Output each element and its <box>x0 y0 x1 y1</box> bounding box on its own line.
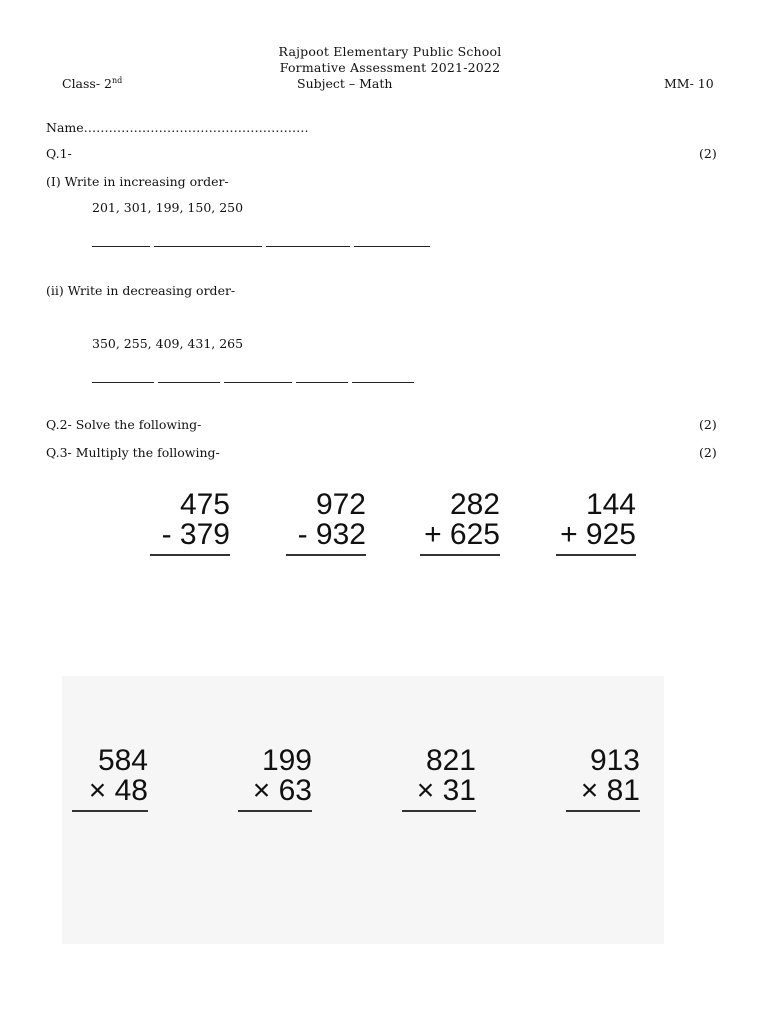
class-label: Class- 2nd <box>62 76 123 92</box>
q1-part1-numbers: 201, 301, 199, 150, 250 <box>92 200 244 215</box>
problem-2 <box>286 490 366 556</box>
answer-blank <box>92 234 150 247</box>
q1-part2-instruction: (ii) Write in decreasing order- <box>46 283 236 298</box>
problem-top: 913 <box>589 744 640 777</box>
answer-blank <box>296 370 348 383</box>
problem-bottom: + 625 <box>424 518 500 551</box>
q1-part2-answer-blanks <box>92 364 418 383</box>
answer-blank <box>354 234 430 247</box>
problem-top: 199 <box>261 744 312 777</box>
problem-top: 821 <box>425 744 476 777</box>
problem-1 <box>150 490 230 556</box>
problem-top: 144 <box>585 488 636 521</box>
problem-top: 475 <box>179 488 230 521</box>
q3-label: Q.3- Multiply the following- <box>46 445 220 460</box>
class-superscript: nd <box>112 76 123 85</box>
problem-rule <box>286 554 366 556</box>
multiply-problem-4 <box>566 746 640 812</box>
q2-label: Q.2- Solve the following- <box>46 417 202 432</box>
q1-part2-numbers: 350, 255, 409, 431, 265 <box>92 336 244 351</box>
problem-top: 282 <box>449 488 500 521</box>
subject-label: Subject – Math <box>297 76 393 91</box>
problem-bottom: × 63 <box>252 774 312 807</box>
q1-part1-instruction: (I) Write in increasing order- <box>46 174 229 189</box>
problem-bottom: × 48 <box>88 774 148 807</box>
q2-marks: (2) <box>699 417 717 432</box>
q1-part1-answer-blanks <box>92 228 434 247</box>
problem-bottom: + 925 <box>560 518 636 551</box>
q1-label: Q.1- <box>46 146 72 161</box>
problem-top: 584 <box>97 744 148 777</box>
problem-3 <box>420 490 500 556</box>
problem-rule <box>238 810 312 812</box>
problem-rule <box>420 554 500 556</box>
q3-marks: (2) <box>699 445 717 460</box>
multiply-problem-2 <box>238 746 312 812</box>
problem-4 <box>556 490 636 556</box>
problem-rule <box>556 554 636 556</box>
multiply-problem-3 <box>402 746 476 812</box>
name-line: Name……………………………………………… <box>46 120 309 135</box>
problem-rule <box>150 554 230 556</box>
max-marks: MM- 10 <box>664 76 714 91</box>
answer-blank <box>224 370 292 383</box>
problem-rule <box>402 810 476 812</box>
problem-bottom: × 31 <box>416 774 476 807</box>
answer-blank <box>154 234 262 247</box>
problem-rule <box>566 810 640 812</box>
problem-bottom: - 932 <box>297 518 366 551</box>
school-name: Rajpoot Elementary Public School <box>278 44 502 59</box>
problem-rule <box>72 810 148 812</box>
problem-top: 972 <box>315 488 366 521</box>
answer-blank <box>266 234 350 247</box>
q1-marks: (2) <box>699 146 717 161</box>
answer-blank <box>92 370 154 383</box>
answer-blank <box>352 370 414 383</box>
problem-bottom: × 81 <box>580 774 640 807</box>
answer-blank <box>158 370 220 383</box>
assessment-title: Formative Assessment 2021-2022 <box>279 60 501 75</box>
problem-bottom: - 379 <box>161 518 230 551</box>
multiply-problem-1 <box>72 746 148 812</box>
